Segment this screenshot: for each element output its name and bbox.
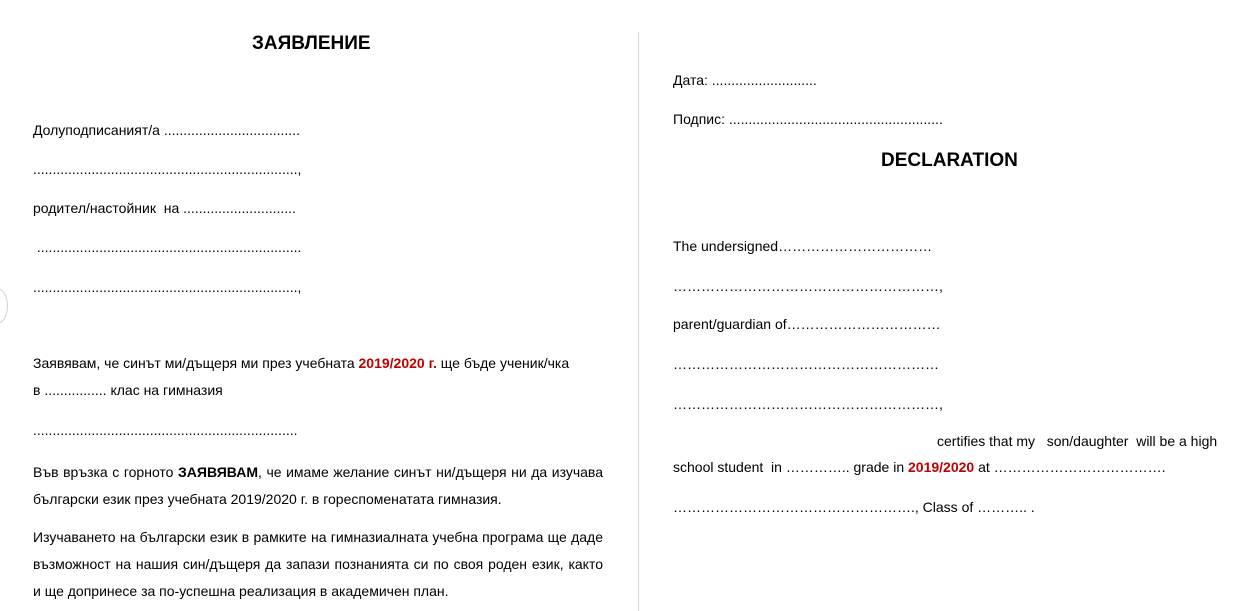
certifies-line: certifies that my son/daughter will be a high	[937, 433, 1218, 449]
connection-paragraph	[33, 459, 603, 513]
left-title: ЗАЯВЛЕНИЕ	[252, 33, 371, 54]
school-line	[673, 458, 1166, 476]
parent-label: родител/настойник на	[33, 200, 180, 216]
page-edge	[0, 288, 8, 324]
sign-dots: .......................................................	[725, 111, 943, 127]
connection-suffix: , че имаме желание синът ни/дъщеря ни да изучава български език през учебната 2019/2020 г. в гореспоменатата гимназия.	[33, 464, 603, 507]
class-line	[33, 381, 223, 399]
class-of-line: ……………………………………………., Class of ……….. .	[673, 499, 1035, 515]
connection-bold: ЗАЯВЯВАМ	[178, 464, 258, 480]
class-dots: ................	[44, 382, 107, 398]
child-dots-line-2: ....................................................................,	[33, 279, 302, 295]
class-prefix: в	[33, 382, 45, 398]
sign-line	[673, 110, 943, 128]
date-line	[673, 71, 817, 89]
parent-dots: .............................	[183, 200, 296, 216]
right-title: DECLARATION	[881, 150, 1018, 171]
name-dots-line: ....................................................................,	[33, 161, 302, 177]
undersigned-en-line: The undersigned……………………………	[673, 238, 933, 254]
sign-label: Подпис:	[673, 111, 726, 127]
declare-line	[33, 354, 569, 372]
undersigned-label: Долуподписаният/а	[33, 122, 160, 138]
gym-dots-line: ....................................................................	[33, 422, 298, 438]
child-en-dots-line-2: …………………………………………………,	[673, 396, 943, 412]
parent-en-line: parent/guardian of……………………………	[673, 316, 941, 332]
date-dots: ...........................	[707, 72, 817, 88]
study-paragraph: Изучаването на български език в рамките на гимназиалната учебна програма ще даде възможност на нашия син/дъщеря да запази познанията си по своя роден език, както и ще допринесе за по-успешна реализация в академичен план.	[33, 529, 603, 599]
class-suffix: клас на гимназия	[106, 382, 223, 398]
parent-line	[33, 199, 296, 217]
undersigned-line	[33, 121, 300, 139]
connection-prefix: Във връзка с горното	[33, 464, 179, 480]
child-dots-line-1: ....................................................................	[33, 239, 302, 255]
school-prefix: school student in ………….. grade in	[673, 459, 908, 475]
name-en-dots-line: …………………………………………………,	[673, 278, 943, 294]
school-suffix: at ……………………………….	[974, 459, 1166, 475]
declare-prefix: Заявявам, че синът ми/дъщеря ми през учебната	[33, 355, 359, 371]
school-year: 2019/2020	[908, 459, 975, 475]
declare-suffix: ще бъде ученик/чка	[436, 355, 570, 371]
undersigned-dots: ...................................	[163, 122, 300, 138]
date-label: Дата:	[673, 72, 708, 88]
declare-year: 2019/2020 г.	[358, 355, 437, 371]
page-divider	[638, 32, 639, 611]
child-en-dots-line-1: …………………………………………………	[673, 356, 939, 372]
